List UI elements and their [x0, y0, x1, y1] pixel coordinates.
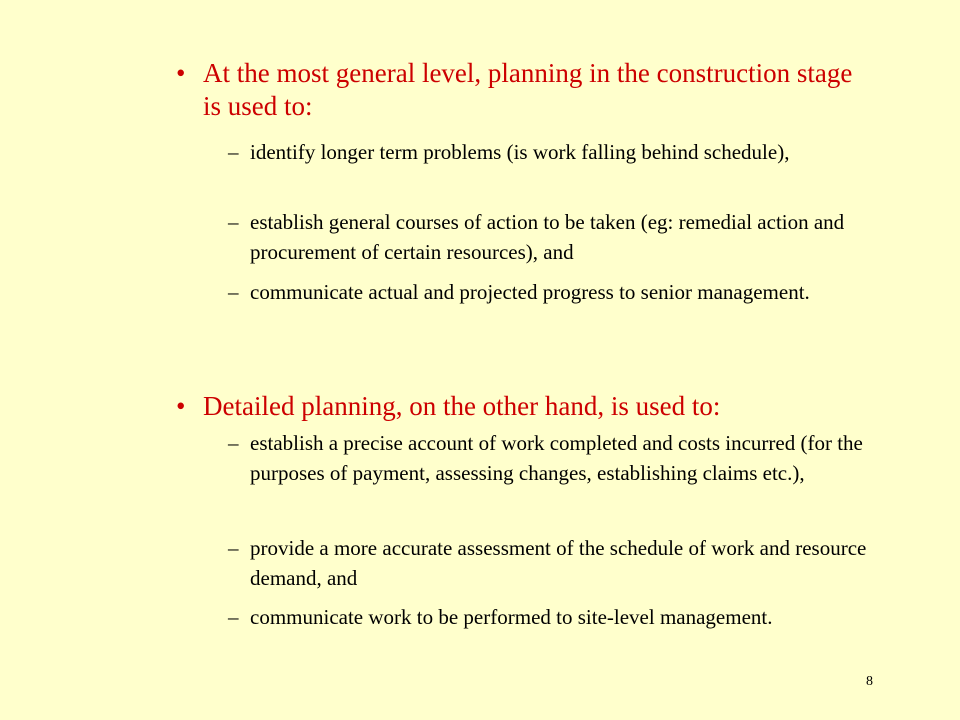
- page-number: 8: [866, 674, 873, 689]
- bullet-marker: •: [176, 391, 186, 421]
- sub-marker: –: [228, 536, 239, 560]
- bullet-heading: Detailed planning, on the other hand, is used to:: [203, 391, 721, 421]
- bullet-point-general-planning: [176, 57, 876, 123]
- sub-point-text: communicate actual and projected progress to senior management.: [250, 280, 810, 304]
- sub-marker: –: [228, 431, 239, 455]
- sub-point-text: establish general courses of action to be taken (eg: remedial action and procurement of certain resources), and: [250, 210, 845, 264]
- sub-point: [228, 277, 888, 307]
- bullet-marker: •: [176, 58, 186, 88]
- sub-point: [228, 533, 888, 593]
- bullet-heading: At the most general level, planning in the construction stage is used to:: [203, 58, 853, 121]
- sub-point: [228, 602, 888, 632]
- sub-point: [228, 137, 888, 167]
- sub-point-text: provide a more accurate assessment of the schedule of work and resource demand, and: [250, 536, 867, 590]
- sub-marker: –: [228, 210, 239, 234]
- sub-marker: –: [228, 140, 239, 164]
- sub-point-text: establish a precise account of work completed and costs incurred (for the purposes of payment, assessing changes, establishing claims etc.),: [250, 431, 863, 485]
- sub-point: [228, 207, 888, 267]
- bullet-point-detailed-planning: [176, 390, 876, 423]
- sub-marker: –: [228, 605, 239, 629]
- sub-point-text: identify longer term problems (is work falling behind schedule),: [250, 140, 790, 164]
- sub-point-text: communicate work to be performed to site-level management.: [250, 605, 773, 629]
- sub-point: [228, 428, 888, 488]
- sub-marker: –: [228, 280, 239, 304]
